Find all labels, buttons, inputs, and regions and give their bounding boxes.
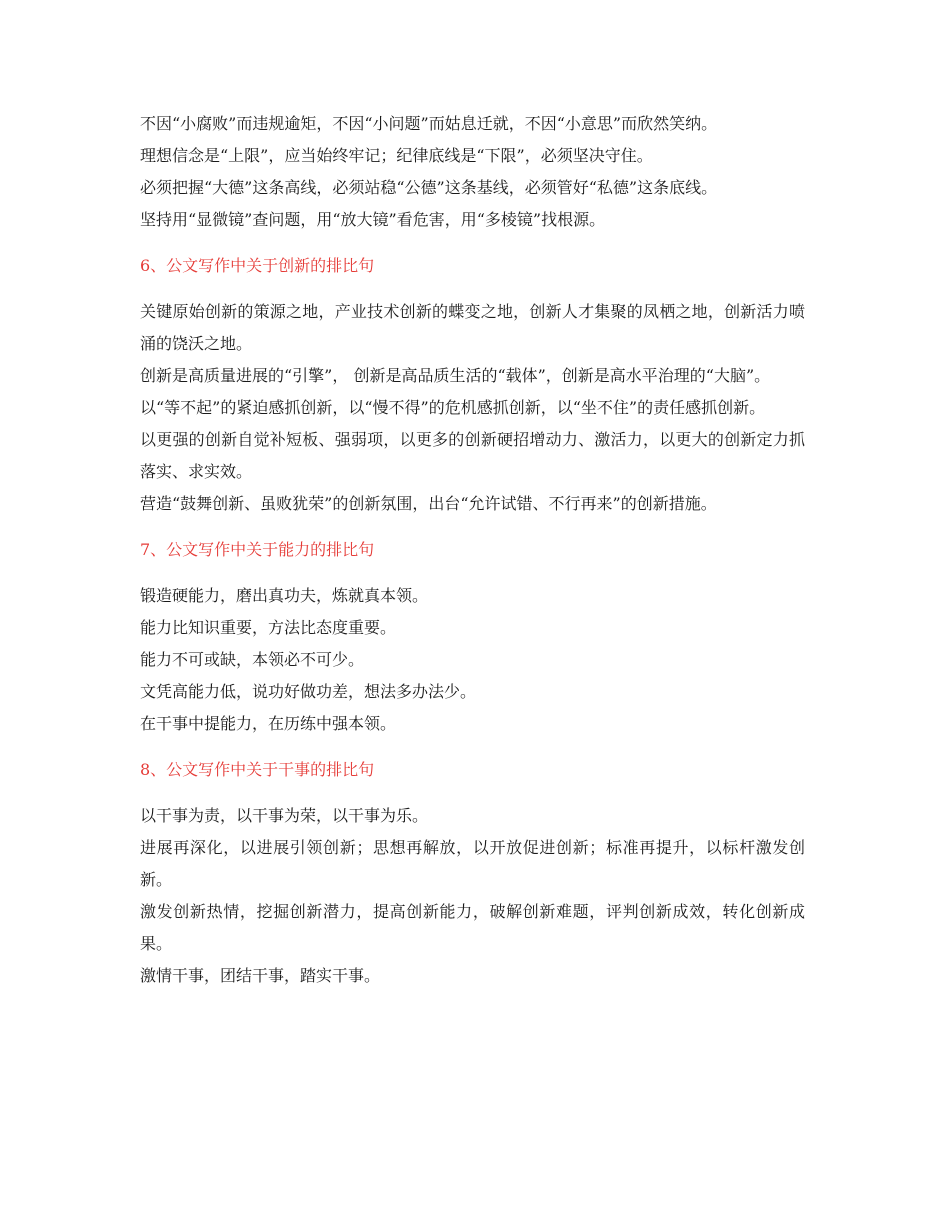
paragraph: 文凭高能力低，说功好做功差，想法多办法少。 (140, 682, 477, 701)
paragraph: 能力比知识重要，方法比态度重要。 (140, 618, 397, 637)
paragraph: 创新是高质量进展的“引擎”， 创新是高品质生活的“载体”，创新是高水平治理的“大脑”。 (140, 366, 771, 385)
intro-section (140, 108, 805, 236)
paragraph: 必须把握“大德”这条高线，必须站稳“公德”这条基线，必须管好“私德”这条底线。 (140, 178, 718, 197)
section-heading: 6、公文写作中关于创新的排比句 (140, 256, 375, 275)
paragraph: 营造“鼓舞创新、虽败犹荣”的创新氛围，出台“允许试错、不行再来”的创新措施。 (140, 494, 717, 513)
paragraph: 能力不可或缺，本领必不可少。 (140, 650, 365, 669)
paragraph: 关键原始创新的策源之地，产业技术创新的蝶变之地，创新人才集聚的凤栖之地，创新活力喷涌的饶沃之地。 (140, 302, 805, 353)
document-page (140, 108, 805, 992)
paragraph: 不因“小腐败”而违规逾矩，不因“小问题”而姑息迁就，不因“小意思”而欣然笑纳。 (140, 114, 718, 133)
section-innovation (140, 250, 805, 520)
paragraph: 锻造硬能力，磨出真功夫，炼就真本领。 (140, 586, 429, 605)
paragraph: 进展再深化，以进展引领创新；思想再解放，以开放促进创新；标准再提升，以标杆激发创新。 (140, 838, 805, 889)
section-heading: 8、公文写作中关于干事的排比句 (140, 760, 375, 779)
paragraph: 以“等不起”的紧迫感抓创新，以“慢不得”的危机感抓创新，以“坐不住”的责任感抓创新。 (140, 398, 766, 417)
section-ability (140, 534, 805, 740)
section-work (140, 754, 805, 992)
paragraph: 坚持用“显微镜”查问题，用“放大镜”看危害，用“多棱镜”找根源。 (140, 210, 606, 229)
section-heading: 7、公文写作中关于能力的排比句 (140, 540, 375, 559)
paragraph: 理想信念是“上限”，应当始终牢记；纪律底线是“下限”，必须坚决守住。 (140, 146, 653, 165)
paragraph: 激发创新热情，挖掘创新潜力，提高创新能力，破解创新难题，评判创新成效，转化创新成果。 (140, 902, 805, 953)
paragraph: 激情干事，团结干事，踏实干事。 (140, 966, 381, 985)
paragraph: 在干事中提能力，在历练中强本领。 (140, 714, 397, 733)
paragraph: 以干事为责，以干事为荣，以干事为乐。 (140, 806, 429, 825)
paragraph: 以更强的创新自觉补短板、强弱项，以更多的创新硬招增动力、激活力，以更大的创新定力抓落实、求实效。 (140, 430, 805, 481)
